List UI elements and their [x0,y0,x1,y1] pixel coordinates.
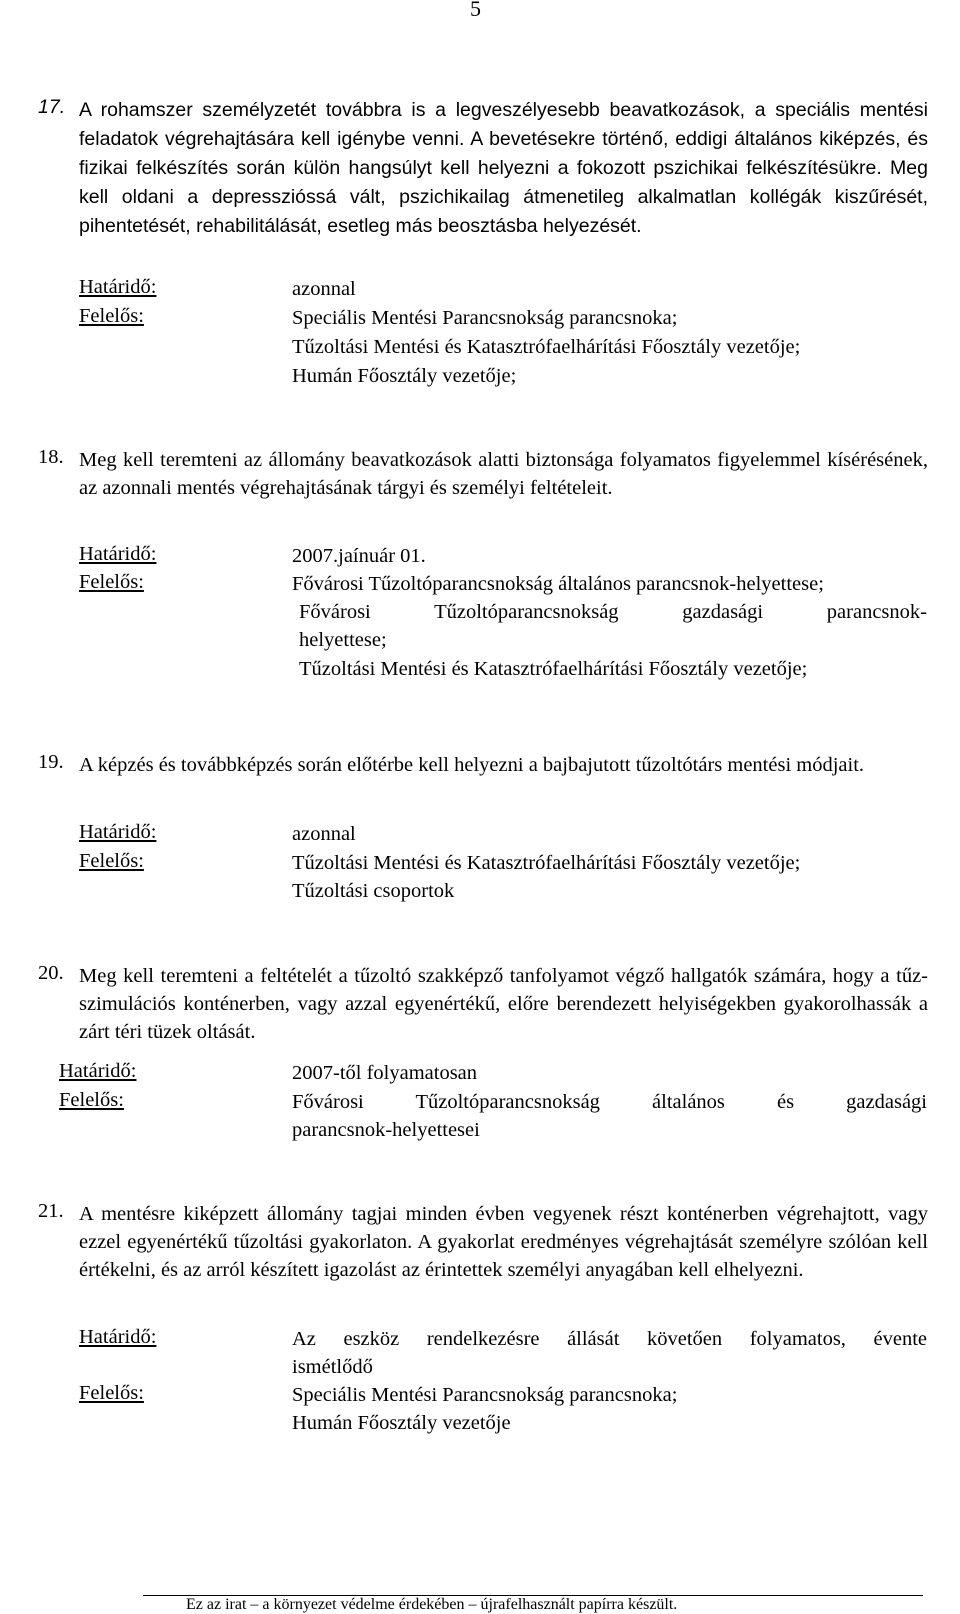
responsible-label: Felelős: [79,305,144,327]
responsible-line: Humán Főosztály vezetője; [292,365,517,387]
responsible-line: parancsnok-helyettesei [292,1119,480,1141]
item-text: A rohamszer személyzetét továbbra is a legveszélyesebb beavatkozások, a speciális mentési feladatok végrehajtására kell igénybe venni. A bevetésekre történő, eddigi általános kiképzés, és fizikai felkészítés során külön hangsúlyt kell helyezni a fokozott pszichikai felkészítésükre. Meg kell oldani a depresszióssá vált, pszichikailag átmenetileg alkalmatlan kollégák kiszűrését, pihentetését, rehabilitálását, esetleg más beosztásba helyezését. [79,99,928,237]
item-number: 19. [38,751,64,773]
item-text: A mentésre kiképzett állomány tagjai minden évben vegyenek részt konténerben végrehajtott, vagy ezzel egyenértékű tűzoltási gyakorlaton. A gyakorlat eredményes végrehajtását személyre szólóan kell értékelni, és az arról készített igazolást az érintettek személyi anyagában kell elhelyezni. [79,1203,928,1281]
responsible-line: Humán Főosztály vezetője [292,1412,511,1434]
item-number: 21. [38,1200,64,1222]
responsible-line: Speciális Mentési Parancsnokság parancsnoka; [292,1384,678,1406]
item-text: Meg kell teremteni az állomány beavatkozások alatti biztonsága folyamatos figyelemmel kísérésének, az azonnali mentés végrehajtásának tárgyi és személyi feltételeit. [79,449,928,499]
deadline-label: Határidő: [79,276,157,298]
list-item-18 [38,446,928,502]
deadline-value: azonnal [292,278,356,300]
responsible-line: Tűzoltási csoportok [292,880,455,902]
deadline-value: ismétlődő [292,1356,373,1378]
deadline-label: Határidő: [79,1326,157,1348]
responsible-line: Tűzoltási Mentési és Katasztrófaelhárítási Főosztály vezetője; [299,658,808,680]
item-number: 20. [38,962,64,984]
footer-note: Ez az irat – a környezet védelme érdekében – újrafelhasznált papírra készült. [186,1596,678,1613]
item-number: 18. [38,446,64,468]
responsible-line: Tűzoltási Mentési és Katasztrófaelhárítási Főosztály vezetője; [292,336,801,358]
responsible-line: Fővárosi Tűzoltóparancsnokság általános parancsnok-helyettese; [292,573,824,595]
responsible-label: Felelős: [59,1089,124,1111]
deadline-value: Az eszköz rendelkezésre állását követően folyamatos, évente [292,1328,927,1350]
responsible-line: Fővárosi Tűzoltóparancsnokság gazdasági parancsnok- [299,601,927,623]
item-number: 17. [38,96,66,118]
list-item-21 [38,1200,928,1284]
list-item-19 [38,751,928,779]
deadline-label: Határidő: [59,1060,137,1082]
responsible-label: Felelős: [79,1382,144,1404]
responsible-line: Fővárosi Tűzoltóparancsnokság általános és gazdasági [292,1091,927,1113]
item-text: Meg kell teremteni a feltételét a tűzoltó szakképző tanfolyamot végző hallgatók számára, hogy a tűz- szimulációs konténerben, vagy azzal egyenértékű, előre berendezett helyiségekben gyakorolhassák a zárt téri tüzek oltását. [79,965,928,1043]
responsible-line: Tűzoltási Mentési és Katasztrófaelhárítási Főosztály vezetője; [292,852,801,874]
responsible-label: Felelős: [79,850,144,872]
list-item-20 [38,962,928,1046]
deadline-value: 2007-től folyamatosan [292,1062,478,1084]
list-item-17 [38,96,928,241]
deadline-value: 2007.jaínuár 01. [292,545,426,567]
item-text: A képzés és továbbképzés során előtérbe kell helyezni a bajbajutott tűzoltótárs mentési módjait. [79,754,865,776]
deadline-value: azonnal [292,823,356,845]
responsible-label: Felelős: [79,571,144,593]
page-number: 5 [470,0,481,21]
deadline-label: Határidő: [79,543,157,565]
deadline-label: Határidő: [79,821,157,843]
responsible-line: helyettese; [299,629,387,651]
responsible-line: Speciális Mentési Parancsnokság parancsnoka; [292,307,678,329]
